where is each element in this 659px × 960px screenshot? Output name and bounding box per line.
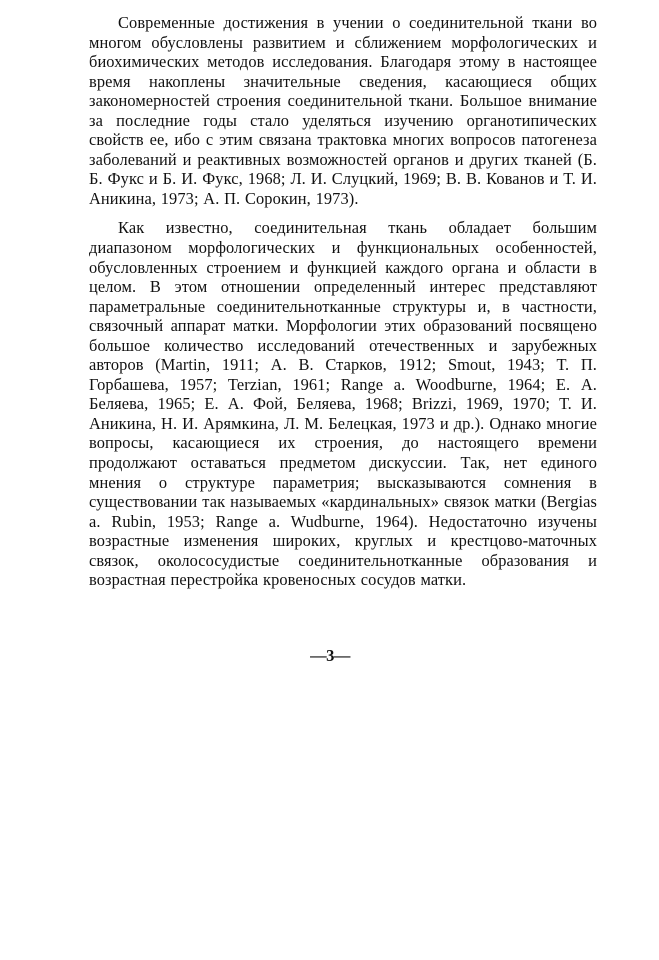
paragraph-2: Как известно, соединительная ткань обладает большим диапазоном морфологических и функциональных особенностей, обусловленных строением и функцией каждого органа и области в целом. В этом отношении определенный интерес представляют параметральные соединительнотканные структуры и, в частности, связочный аппарат матки. Морфологии этих образований посвящено большое количество исследований отечественных и зарубежных авторов (Martin, 1911; А. В. Старков, 1912; Smout, 1943; Т. П. Горбашева, 1957; Terzian, 1961; Range a. Woodburne, 1964; Е. А. Беляева, 1965; Е. А. Фой, Беляева, 1968; Brizzi, 1969, 1970; Т. И. Аникина, Н. И. Арямкина, Л. М. Белецкая, 1973 и др.). Однако многие вопросы, касающиеся их строения, до настоящего времени продолжают оставаться предметом дискуссии. Так, нет единого мнения о структуре параметрия; высказываются сомнения в существовании так называемых «кардинальных» связок матки (Bergias a. Rubin, 1953; Range a. Wudburne, 1964). Недостаточно изучены возрастные изменения широких, круглых и крестцово-маточных связок, околососудистые соединительнотканные образования и возрастная перестройка кровеносных сосудов матки. xyxy=(89,218,597,590)
body-text xyxy=(89,13,597,590)
paragraph-1: Современные достижения в учении о соединительной ткани во многом обусловлены развитием и сближением морфологических и биохимических методов исследования. Благодаря этому в настоящее время накоплены значительные сведения, касающиеся общих закономерностей строения соединительной ткани. Большое внимание за последние годы стало уделяться изучению органотипических свойств ее, ибо с этим связана трактовка многих вопросов патогенеза заболеваний и реактивных возможностей органов и других тканей (Б. Б. Фукс и Б. И. Фукс, 1968; Л. И. Слуцкий, 1969; В. В. Кованов и Т. И. Аникина, 1973; А. П. Сорокин, 1973). xyxy=(89,13,597,208)
page-number: —3— xyxy=(310,646,350,665)
